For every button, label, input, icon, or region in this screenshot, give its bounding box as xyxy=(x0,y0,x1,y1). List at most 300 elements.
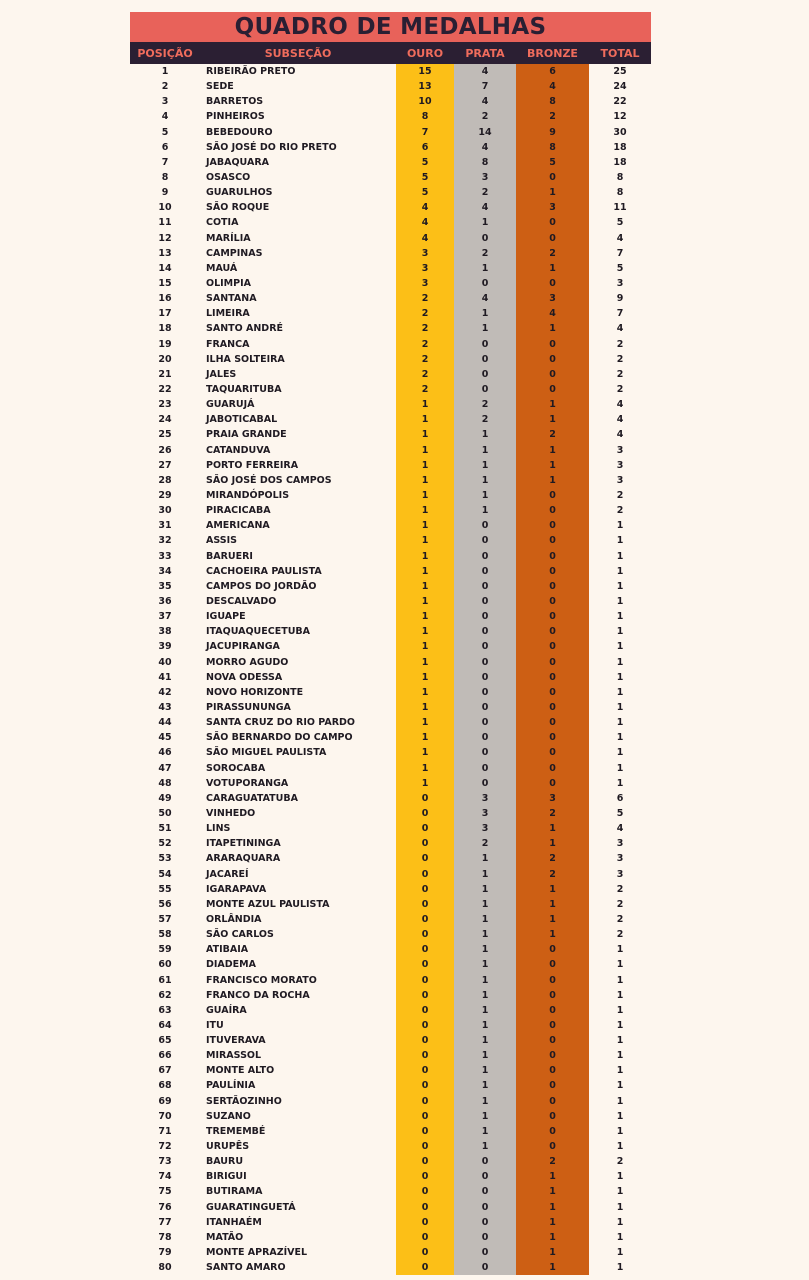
table-row xyxy=(130,352,651,367)
cell-total: 1 xyxy=(616,944,624,956)
cell-total: 2 xyxy=(616,898,624,910)
cell-prata: 1 xyxy=(454,927,516,942)
cell-subsecao: BARUERI xyxy=(206,550,253,562)
table-row xyxy=(130,382,651,397)
cell-prata: 1 xyxy=(454,321,516,336)
cell-posicao: 28 xyxy=(158,474,172,486)
cell-prata: 1 xyxy=(454,957,516,972)
cell-bronze: 0 xyxy=(516,609,589,624)
table-row xyxy=(130,321,651,336)
cell-posicao: 34 xyxy=(158,565,172,577)
cell-bronze: 1 xyxy=(516,443,589,458)
cell-bronze: 1 xyxy=(516,1230,589,1245)
table-row xyxy=(130,215,651,230)
table-row xyxy=(130,851,651,866)
cell-total: 1 xyxy=(616,611,624,623)
cell-prata: 1 xyxy=(454,988,516,1003)
cell-bronze: 0 xyxy=(516,972,589,987)
cell-prata: 1 xyxy=(454,1078,516,1093)
table-row xyxy=(130,185,651,200)
table-header xyxy=(130,42,651,64)
cell-ouro: 4 xyxy=(396,215,454,230)
cell-bronze: 0 xyxy=(516,503,589,518)
cell-bronze: 1 xyxy=(516,897,589,912)
cell-total: 1 xyxy=(616,1247,624,1259)
cell-subsecao: FRANCISCO MORATO xyxy=(206,974,317,986)
cell-subsecao: FRANCA xyxy=(206,338,250,350)
cell-total: 4 xyxy=(616,232,624,244)
cell-total: 1 xyxy=(616,1035,624,1047)
cell-bronze: 0 xyxy=(516,1018,589,1033)
cell-prata: 0 xyxy=(454,1184,516,1199)
cell-bronze: 2 xyxy=(516,866,589,881)
cell-subsecao: OLIMPIA xyxy=(206,278,251,290)
cell-ouro: 4 xyxy=(396,231,454,246)
cell-prata: 0 xyxy=(454,730,516,745)
cell-subsecao: JABAQUARA xyxy=(206,156,269,168)
cell-total: 1 xyxy=(616,580,624,592)
cell-prata: 1 xyxy=(454,427,516,442)
cell-subsecao: JACAREÍ xyxy=(206,868,249,880)
cell-total: 1 xyxy=(616,1231,624,1243)
cell-total: 9 xyxy=(616,293,624,305)
cell-ouro: 0 xyxy=(396,1215,454,1230)
cell-posicao: 57 xyxy=(158,913,172,925)
cell-bronze: 2 xyxy=(516,109,589,124)
table-row xyxy=(130,836,651,851)
cell-prata: 2 xyxy=(454,185,516,200)
table-row xyxy=(130,1169,651,1184)
cell-subsecao: SERTÃOZINHO xyxy=(206,1095,282,1107)
table-row xyxy=(130,806,651,821)
cell-total: 3 xyxy=(616,278,624,290)
cell-posicao: 42 xyxy=(158,686,172,698)
table-row xyxy=(130,200,651,215)
cell-bronze: 0 xyxy=(516,594,589,609)
cell-subsecao: GUARUJÁ xyxy=(206,399,255,411)
table-row xyxy=(130,927,651,942)
cell-bronze: 9 xyxy=(516,125,589,140)
cell-total: 2 xyxy=(616,338,624,350)
cell-ouro: 0 xyxy=(396,866,454,881)
cell-ouro: 0 xyxy=(396,1003,454,1018)
cell-bronze: 0 xyxy=(516,1078,589,1093)
cell-total: 1 xyxy=(616,1080,624,1092)
table-row xyxy=(130,957,651,972)
cell-posicao: 67 xyxy=(158,1065,172,1077)
cell-total: 4 xyxy=(616,323,624,335)
table-row xyxy=(130,912,651,927)
table-row xyxy=(130,745,651,760)
cell-ouro: 15 xyxy=(396,64,454,79)
cell-ouro: 1 xyxy=(396,639,454,654)
table-row xyxy=(130,1063,651,1078)
cell-ouro: 4 xyxy=(396,200,454,215)
cell-total: 1 xyxy=(616,1141,624,1153)
cell-subsecao: URUPÊS xyxy=(206,1141,250,1153)
cell-total: 4 xyxy=(616,414,624,426)
cell-ouro: 0 xyxy=(396,791,454,806)
cell-prata: 0 xyxy=(454,700,516,715)
cell-posicao: 37 xyxy=(158,611,172,623)
cell-posicao: 2 xyxy=(161,81,169,93)
table-row xyxy=(130,367,651,382)
cell-posicao: 19 xyxy=(158,338,172,350)
cell-total: 1 xyxy=(616,974,624,986)
cell-prata: 1 xyxy=(454,306,516,321)
table-row xyxy=(130,579,651,594)
cell-total: 3 xyxy=(616,853,624,865)
cell-ouro: 0 xyxy=(396,1048,454,1063)
cell-bronze: 0 xyxy=(516,654,589,669)
cell-subsecao: GUARATINGUETÁ xyxy=(206,1201,296,1213)
cell-total: 1 xyxy=(616,762,624,774)
cell-prata: 1 xyxy=(454,942,516,957)
cell-subsecao: BAURU xyxy=(206,1156,244,1168)
cell-total: 2 xyxy=(616,490,624,501)
cell-posicao: 41 xyxy=(158,671,172,683)
table-row xyxy=(130,1078,651,1093)
table-row xyxy=(130,685,651,700)
cell-ouro: 1 xyxy=(396,700,454,715)
cell-prata: 2 xyxy=(454,836,516,851)
cell-subsecao: LINS xyxy=(206,823,231,835)
cell-ouro: 1 xyxy=(396,458,454,473)
cell-prata: 1 xyxy=(454,1033,516,1048)
cell-ouro: 0 xyxy=(396,1124,454,1139)
cell-subsecao: IGARAPAVA xyxy=(206,883,267,895)
cell-prata: 2 xyxy=(454,109,516,124)
cell-posicao: 74 xyxy=(158,1171,172,1183)
cell-posicao: 32 xyxy=(158,535,172,547)
cell-posicao: 77 xyxy=(158,1216,172,1228)
cell-total: 18 xyxy=(613,156,627,168)
header-prata: PRATA xyxy=(465,46,505,60)
cell-prata: 1 xyxy=(454,1048,516,1063)
cell-bronze: 1 xyxy=(516,473,589,488)
cell-bronze: 0 xyxy=(516,518,589,533)
cell-bronze: 1 xyxy=(516,1200,589,1215)
cell-posicao: 65 xyxy=(158,1035,172,1047)
cell-total: 1 xyxy=(616,1171,624,1183)
cell-subsecao: VINHEDO xyxy=(206,807,256,819)
cell-total: 8 xyxy=(616,187,624,199)
cell-prata: 3 xyxy=(454,170,516,185)
cell-posicao: 22 xyxy=(158,384,172,396)
cell-prata: 0 xyxy=(454,715,516,730)
cell-bronze: 0 xyxy=(516,745,589,760)
cell-posicao: 20 xyxy=(158,353,172,365)
cell-total: 1 xyxy=(616,959,624,971)
cell-ouro: 0 xyxy=(396,882,454,897)
cell-posicao: 8 xyxy=(161,172,169,184)
cell-ouro: 0 xyxy=(396,1200,454,1215)
table-row xyxy=(130,140,651,155)
cell-posicao: 40 xyxy=(158,656,172,668)
table-row xyxy=(130,609,651,624)
cell-ouro: 2 xyxy=(396,382,454,397)
table-row xyxy=(130,1003,651,1018)
cell-subsecao: CAMPINAS xyxy=(206,247,263,259)
cell-prata: 1 xyxy=(454,1018,516,1033)
table-row xyxy=(130,1109,651,1124)
cell-ouro: 3 xyxy=(396,261,454,276)
cell-bronze: 1 xyxy=(516,261,589,276)
cell-prata: 0 xyxy=(454,518,516,533)
table-row xyxy=(130,988,651,1003)
cell-posicao: 24 xyxy=(158,414,172,426)
cell-prata: 0 xyxy=(454,609,516,624)
cell-posicao: 49 xyxy=(158,792,172,804)
cell-ouro: 1 xyxy=(396,549,454,564)
cell-total: 1 xyxy=(616,671,624,683)
cell-subsecao: SÃO ROQUE xyxy=(206,202,270,214)
table-row xyxy=(130,1048,651,1063)
cell-total: 11 xyxy=(613,202,627,214)
table-body xyxy=(130,64,651,1275)
cell-bronze: 2 xyxy=(516,851,589,866)
cell-prata: 1 xyxy=(454,1139,516,1154)
cell-subsecao: CAMPOS DO JORDÃO xyxy=(206,580,317,592)
cell-prata: 14 xyxy=(454,125,516,140)
cell-total: 4 xyxy=(616,399,624,411)
cell-ouro: 13 xyxy=(396,79,454,94)
cell-posicao: 26 xyxy=(158,444,172,456)
header-posicao: POSIÇÃO xyxy=(137,46,193,60)
cell-ouro: 0 xyxy=(396,1018,454,1033)
cell-prata: 4 xyxy=(454,94,516,109)
cell-subsecao: RIBEIRÃO PRETO xyxy=(206,66,296,78)
table-row xyxy=(130,94,651,109)
cell-prata: 1 xyxy=(454,488,516,503)
cell-subsecao: SÃO BERNARDO DO CAMPO xyxy=(206,732,353,744)
cell-subsecao: VOTUPORANGA xyxy=(206,777,289,789)
cell-posicao: 21 xyxy=(158,368,172,380)
cell-bronze: 0 xyxy=(516,624,589,639)
cell-posicao: 51 xyxy=(158,823,172,835)
cell-total: 1 xyxy=(616,686,624,698)
table-row xyxy=(130,639,651,654)
table-row xyxy=(130,1215,651,1230)
cell-bronze: 0 xyxy=(516,957,589,972)
cell-posicao: 27 xyxy=(158,459,172,471)
cell-subsecao: PAULÍNIA xyxy=(206,1080,256,1092)
cell-total: 2 xyxy=(616,1156,624,1168)
cell-subsecao: GUARULHOS xyxy=(206,187,273,199)
cell-prata: 4 xyxy=(454,291,516,306)
cell-ouro: 2 xyxy=(396,321,454,336)
cell-posicao: 66 xyxy=(158,1050,172,1062)
cell-ouro: 5 xyxy=(396,155,454,170)
cell-ouro: 0 xyxy=(396,1094,454,1109)
cell-subsecao: NOVO HORIZONTE xyxy=(206,686,304,698)
cell-bronze: 1 xyxy=(516,397,589,412)
cell-subsecao: SEDE xyxy=(206,81,234,93)
table-row xyxy=(130,412,651,427)
cell-subsecao: PINHEIROS xyxy=(206,111,265,123)
cell-total: 2 xyxy=(616,913,624,925)
cell-prata: 0 xyxy=(454,654,516,669)
cell-posicao: 76 xyxy=(158,1201,172,1213)
cell-bronze: 0 xyxy=(516,1033,589,1048)
cell-total: 1 xyxy=(616,1125,624,1137)
cell-bronze: 0 xyxy=(516,382,589,397)
cell-bronze: 0 xyxy=(516,170,589,185)
cell-total: 1 xyxy=(616,1201,624,1213)
cell-total: 1 xyxy=(616,595,624,607)
medal-board xyxy=(130,12,651,1275)
cell-prata: 0 xyxy=(454,276,516,291)
cell-subsecao: SANTANA xyxy=(206,293,257,305)
cell-posicao: 53 xyxy=(158,853,172,865)
cell-posicao: 55 xyxy=(158,883,172,895)
cell-subsecao: JACUPIRANGA xyxy=(206,641,280,653)
cell-subsecao: MONTE AZUL PAULISTA xyxy=(206,898,330,910)
cell-prata: 0 xyxy=(454,745,516,760)
cell-prata: 4 xyxy=(454,200,516,215)
cell-prata: 1 xyxy=(454,851,516,866)
cell-prata: 3 xyxy=(454,791,516,806)
cell-prata: 1 xyxy=(454,458,516,473)
table-row xyxy=(130,231,651,246)
cell-ouro: 1 xyxy=(396,473,454,488)
cell-posicao: 12 xyxy=(158,232,172,244)
cell-ouro: 5 xyxy=(396,185,454,200)
table-row xyxy=(130,79,651,94)
table-row xyxy=(130,882,651,897)
cell-prata: 0 xyxy=(454,549,516,564)
cell-ouro: 1 xyxy=(396,533,454,548)
cell-bronze: 0 xyxy=(516,670,589,685)
cell-subsecao: SÃO JOSÉ DO RIO PRETO xyxy=(206,141,337,153)
cell-subsecao: CACHOEIRA PAULISTA xyxy=(206,565,322,577)
cell-posicao: 58 xyxy=(158,929,172,941)
cell-ouro: 0 xyxy=(396,972,454,987)
cell-posicao: 79 xyxy=(158,1247,172,1259)
cell-total: 7 xyxy=(616,308,624,320)
cell-ouro: 0 xyxy=(396,1078,454,1093)
cell-posicao: 78 xyxy=(158,1231,172,1243)
cell-posicao: 25 xyxy=(158,429,172,441)
cell-posicao: 50 xyxy=(158,807,172,819)
cell-ouro: 3 xyxy=(396,276,454,291)
table-row xyxy=(130,760,651,775)
cell-subsecao: MAUÁ xyxy=(206,262,238,274)
table-row xyxy=(130,246,651,261)
cell-total: 2 xyxy=(616,505,624,517)
cell-total: 1 xyxy=(616,535,624,547)
cell-prata: 0 xyxy=(454,1230,516,1245)
cell-posicao: 1 xyxy=(161,66,169,78)
cell-subsecao: SUZANO xyxy=(206,1110,251,1122)
cell-ouro: 1 xyxy=(396,518,454,533)
cell-total: 30 xyxy=(613,126,627,138)
cell-total: 8 xyxy=(616,172,624,184)
cell-subsecao: JABOTICABAL xyxy=(206,414,278,426)
cell-subsecao: MATÃO xyxy=(206,1231,244,1243)
table-row xyxy=(130,397,651,412)
cell-prata: 0 xyxy=(454,337,516,352)
cell-subsecao: ITANHAÉM xyxy=(206,1216,262,1228)
cell-ouro: 0 xyxy=(396,1154,454,1169)
cell-posicao: 17 xyxy=(158,308,172,320)
cell-ouro: 6 xyxy=(396,140,454,155)
cell-subsecao: IGUAPE xyxy=(206,611,246,623)
cell-prata: 1 xyxy=(454,215,516,230)
cell-total: 1 xyxy=(616,747,624,759)
cell-prata: 0 xyxy=(454,1200,516,1215)
cell-prata: 1 xyxy=(454,1063,516,1078)
cell-posicao: 59 xyxy=(158,944,172,956)
cell-bronze: 0 xyxy=(516,715,589,730)
cell-subsecao: ORLÂNDIA xyxy=(206,913,262,925)
table-row xyxy=(130,1018,651,1033)
table-row xyxy=(130,427,651,442)
table-row xyxy=(130,654,651,669)
cell-subsecao: BARRETOS xyxy=(206,96,264,108)
table-row xyxy=(130,1094,651,1109)
cell-prata: 3 xyxy=(454,806,516,821)
cell-subsecao: MONTE APRAZÍVEL xyxy=(206,1247,308,1259)
cell-total: 18 xyxy=(613,141,627,153)
cell-posicao: 5 xyxy=(161,126,169,138)
cell-subsecao: GUAÍRA xyxy=(206,1004,247,1016)
cell-total: 5 xyxy=(616,807,624,819)
cell-total: 1 xyxy=(616,989,624,1001)
table-row xyxy=(130,624,651,639)
cell-posicao: 3 xyxy=(161,96,169,108)
cell-ouro: 0 xyxy=(396,1169,454,1184)
cell-posicao: 11 xyxy=(158,217,172,229)
table-row xyxy=(130,473,651,488)
cell-prata: 0 xyxy=(454,352,516,367)
cell-total: 3 xyxy=(616,459,624,471)
table-row xyxy=(130,261,651,276)
cell-ouro: 0 xyxy=(396,1063,454,1078)
cell-ouro: 1 xyxy=(396,745,454,760)
cell-total: 4 xyxy=(616,429,624,441)
cell-ouro: 0 xyxy=(396,1139,454,1154)
cell-prata: 7 xyxy=(454,79,516,94)
cell-ouro: 1 xyxy=(396,397,454,412)
cell-prata: 0 xyxy=(454,1260,516,1275)
cell-bronze: 0 xyxy=(516,549,589,564)
cell-total: 1 xyxy=(616,701,624,713)
table-row xyxy=(130,291,651,306)
cell-bronze: 0 xyxy=(516,533,589,548)
cell-ouro: 2 xyxy=(396,291,454,306)
table-row xyxy=(130,1200,651,1215)
cell-total: 1 xyxy=(616,1186,624,1198)
cell-posicao: 9 xyxy=(161,187,169,199)
cell-subsecao: BUTIRAMA xyxy=(206,1186,263,1198)
cell-bronze: 3 xyxy=(516,791,589,806)
cell-ouro: 1 xyxy=(396,503,454,518)
cell-subsecao: MONTE ALTO xyxy=(206,1065,275,1077)
cell-prata: 0 xyxy=(454,594,516,609)
cell-ouro: 1 xyxy=(396,730,454,745)
cell-bronze: 0 xyxy=(516,231,589,246)
cell-prata: 0 xyxy=(454,760,516,775)
cell-total: 3 xyxy=(616,474,624,486)
cell-ouro: 0 xyxy=(396,1109,454,1124)
cell-total: 12 xyxy=(613,111,627,123)
cell-bronze: 1 xyxy=(516,185,589,200)
cell-prata: 1 xyxy=(454,897,516,912)
cell-prata: 1 xyxy=(454,503,516,518)
table-row xyxy=(130,125,651,140)
cell-posicao: 71 xyxy=(158,1125,172,1137)
